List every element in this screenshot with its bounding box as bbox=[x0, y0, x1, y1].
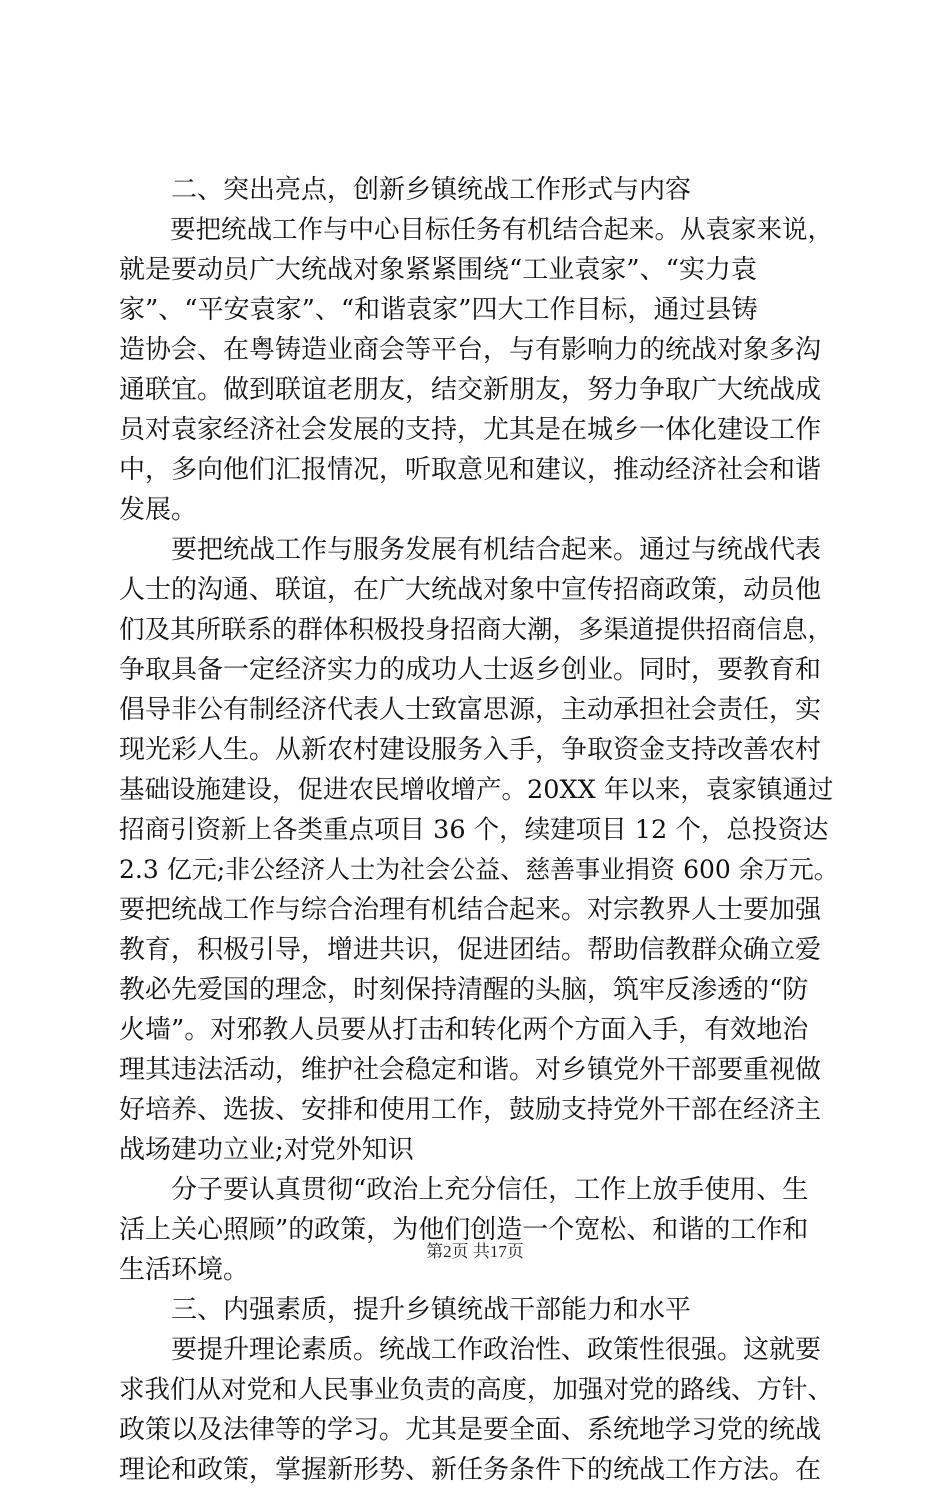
text-line: 战场建功立业;对党外知识 bbox=[119, 1135, 414, 1165]
text-line: 通联宜。做到联谊老朋友，结交新朋友，努力争取广大统战成 bbox=[119, 375, 822, 405]
text-line: 分子要认真贯彻“政治上充分信任，工作上放手使用、生 bbox=[119, 1175, 809, 1205]
text-line: 就是要动员广大统战对象紧紧围绕“工业袁家”、“实力袁 bbox=[119, 255, 757, 285]
text-line: 要把统战工作与综合治理有机结合起来。对宗教界人士要加强 bbox=[119, 895, 822, 925]
text-line: 造协会、在粤铸造业商会等平台，与有影响力的统战对象多沟 bbox=[119, 335, 822, 365]
text-line: 现光彩人生。从新农村建设服务入手，争取资金支持改善农村 bbox=[119, 735, 822, 765]
text-line: 三、内强素质，提升乡镇统战干部能力和水平 bbox=[119, 1295, 692, 1325]
page-footer: 第2页 共17页 bbox=[426, 1242, 524, 1261]
text-line: 2.3 亿元;非公经济人士为社会公益、慈善事业捐资 600 余万元。 bbox=[119, 855, 839, 884]
text-line: 要把统战工作与服务发展有机结合起来。通过与统战代表 bbox=[119, 535, 822, 565]
text-line: 教育，积极引导，增进共识，促进团结。帮助信教群众确立爱 bbox=[119, 935, 822, 965]
text-line: 火墙”。对邪教人员要从打击和转化两个方面入手，有效地治 bbox=[119, 1015, 809, 1045]
text-line: 们及其所联系的群体积极投身招商大潮，多渠道提供招商信息， bbox=[119, 615, 834, 645]
text-line: 教必先爱国的理念，时刻保持清醒的头脑，筑牢反渗透的“防 bbox=[119, 975, 809, 1005]
text-line: 活上关心照顾”的政策，为他们创造一个宽松、和谐的工作和 bbox=[119, 1215, 809, 1245]
text-line: 要提升理论素质。统战工作政治性、政策性很强。这就要 bbox=[119, 1335, 822, 1365]
text-line: 争取具备一定经济实力的成功人士返乡创业。同时，要教育和 bbox=[119, 655, 822, 685]
text-line: 政策以及法律等的学习。尤其是要全面、系统地学习党的统战 bbox=[119, 1415, 822, 1445]
text-line: 人士的沟通、联谊，在广大统战对象中宣传招商政策，动员他 bbox=[119, 575, 822, 605]
document-body bbox=[119, 170, 839, 1490]
text-line: 二、突出亮点，创新乡镇统战工作形式与内容 bbox=[119, 175, 692, 205]
text-line: 理其违法活动，维护社会稳定和谐。对乡镇党外干部要重视做 bbox=[119, 1055, 822, 1085]
text-line: 求我们从对党和人民事业负责的高度，加强对党的路线、方针、 bbox=[119, 1375, 834, 1405]
text-line: 中，多向他们汇报情况，听取意见和建议，推动经济社会和谐 bbox=[119, 455, 822, 485]
text-line: 员对袁家经济社会发展的支持，尤其是在城乡一体化建设工作 bbox=[119, 415, 822, 445]
text-line: 理论和政策，掌握新形势、新任务条件下的统战工作方法。在 bbox=[119, 1455, 822, 1485]
text-line: 要把统战工作与中心目标任务有机结合起来。从袁家来说， bbox=[119, 215, 834, 245]
text-line: 好培养、选拔、安排和使用工作，鼓励支持党外干部在经济主 bbox=[119, 1095, 822, 1125]
text-line: 倡导非公有制经济代表人士致富思源，主动承担社会责任，实 bbox=[119, 695, 822, 725]
text-line: 招商引资新上各类重点项目 36 个，续建项目 12 个，总投资达 bbox=[119, 815, 829, 845]
text-line: 发展。 bbox=[119, 495, 198, 525]
text-line: 基础设施建设，促进农民增收增产。20XX 年以来，袁家镇通过 bbox=[119, 775, 834, 805]
text-line: 家”、“平安袁家”、“和谐袁家”四大工作目标，通过县铸 bbox=[119, 295, 758, 325]
text-line: 生活环境。 bbox=[119, 1255, 250, 1285]
